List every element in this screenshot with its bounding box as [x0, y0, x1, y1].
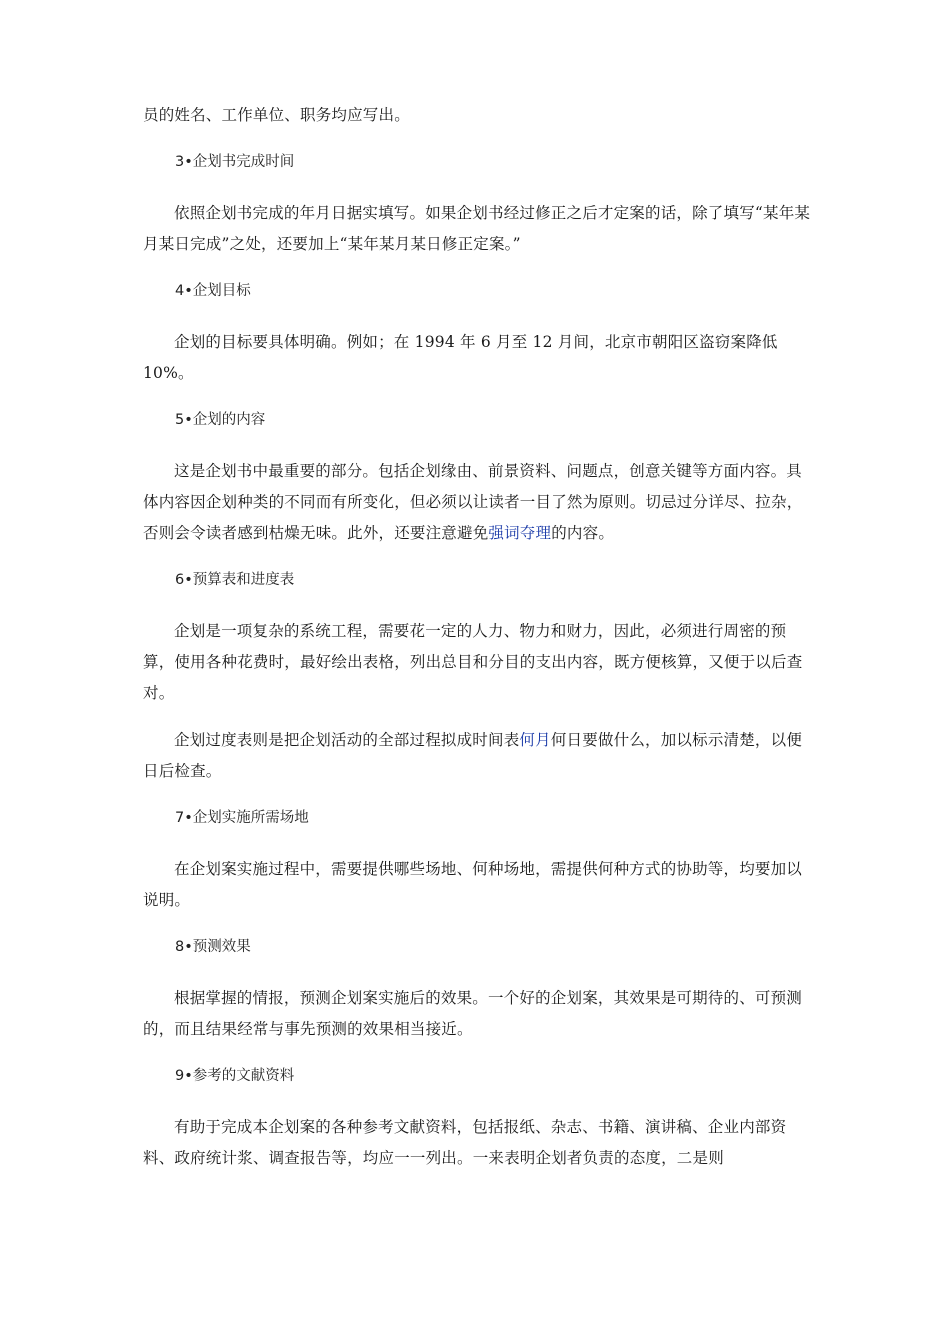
heading-content: 5•企划的内容 — [175, 412, 266, 428]
paragraph-content — [143, 456, 811, 549]
paragraph-completion-time: 依照企划书完成的年月日据实填写。如果企划书经过修正之后才定案的话，除了填写“某年某月某日完成”之处，还要加上“某年某月某日修正定案。” — [143, 204, 811, 253]
heading-references: 9•参考的文献资料 — [175, 1068, 295, 1084]
heading-objective: 4•企划目标 — [175, 283, 251, 299]
paragraph-forecast: 根据掌握的情报，预测企划案实施后的效果。一个好的企划案，其效果是可期待的、可预测的，而且结果经常与事先预测的效果相当接近。 — [143, 989, 803, 1038]
link-he-yue[interactable]: 何月 — [519, 731, 551, 749]
paragraph-schedule-text-a: 企划过度表则是把企划活动的全部过程拟成时间表 — [174, 731, 520, 749]
paragraph-content-text-a: 这是企划书中最重要的部分。包括企划缘由、前景资料、问题点，创意关键等方面内容。具体内容因企划种类的不同而有所变化，但必须以让读者一目了然为原则。切忌过分详尽、拉杂，否则会令读者感到枯燥无味。此外，还要注意避免 — [143, 462, 803, 542]
paragraph-schedule-text-b: 何日要做什么，加以标示清楚，以便日后检查。 — [143, 731, 803, 780]
paragraph-references: 有助于完成本企划案的各种参考文献资料，包括报纸、杂志、书籍、演讲稿、企业内部资料、政府统计浆、调查报告等，均应一一列出。一来表明企划者负责的态度，二是则 — [143, 1118, 787, 1167]
paragraph-content-text-b: 的内容。 — [551, 524, 615, 542]
heading-completion-time: 3•企划书完成时间 — [175, 154, 295, 170]
heading-venue: 7•企划实施所需场地 — [175, 810, 309, 826]
paragraph-objective: 企划的目标要具体明确。例如；在 1994 年 6 月至 12 月间，北京市朝阳区盗窃案降低 10%。 — [143, 333, 778, 382]
link-qiangci-duoli[interactable]: 强词夺理 — [488, 524, 552, 542]
heading-budget: 6•预算表和进度表 — [175, 572, 295, 588]
document-page — [143, 100, 811, 1190]
heading-forecast: 8•预测效果 — [175, 939, 251, 955]
paragraph-schedule — [143, 725, 811, 787]
paragraph-personnel: 员的姓名、工作单位、职务均应写出。 — [143, 106, 410, 124]
paragraph-budget: 企划是一项复杂的系统工程，需要花一定的人力、物力和财力，因此，必须进行周密的预算，使用各种花费时，最好绘出表格，列出总目和分目的支出内容，既方便核算，又便于以后查对。 — [143, 622, 803, 702]
paragraph-venue: 在企划案实施过程中，需要提供哪些场地、何种场地，需提供何种方式的协助等，均要加以说明。 — [143, 860, 803, 909]
